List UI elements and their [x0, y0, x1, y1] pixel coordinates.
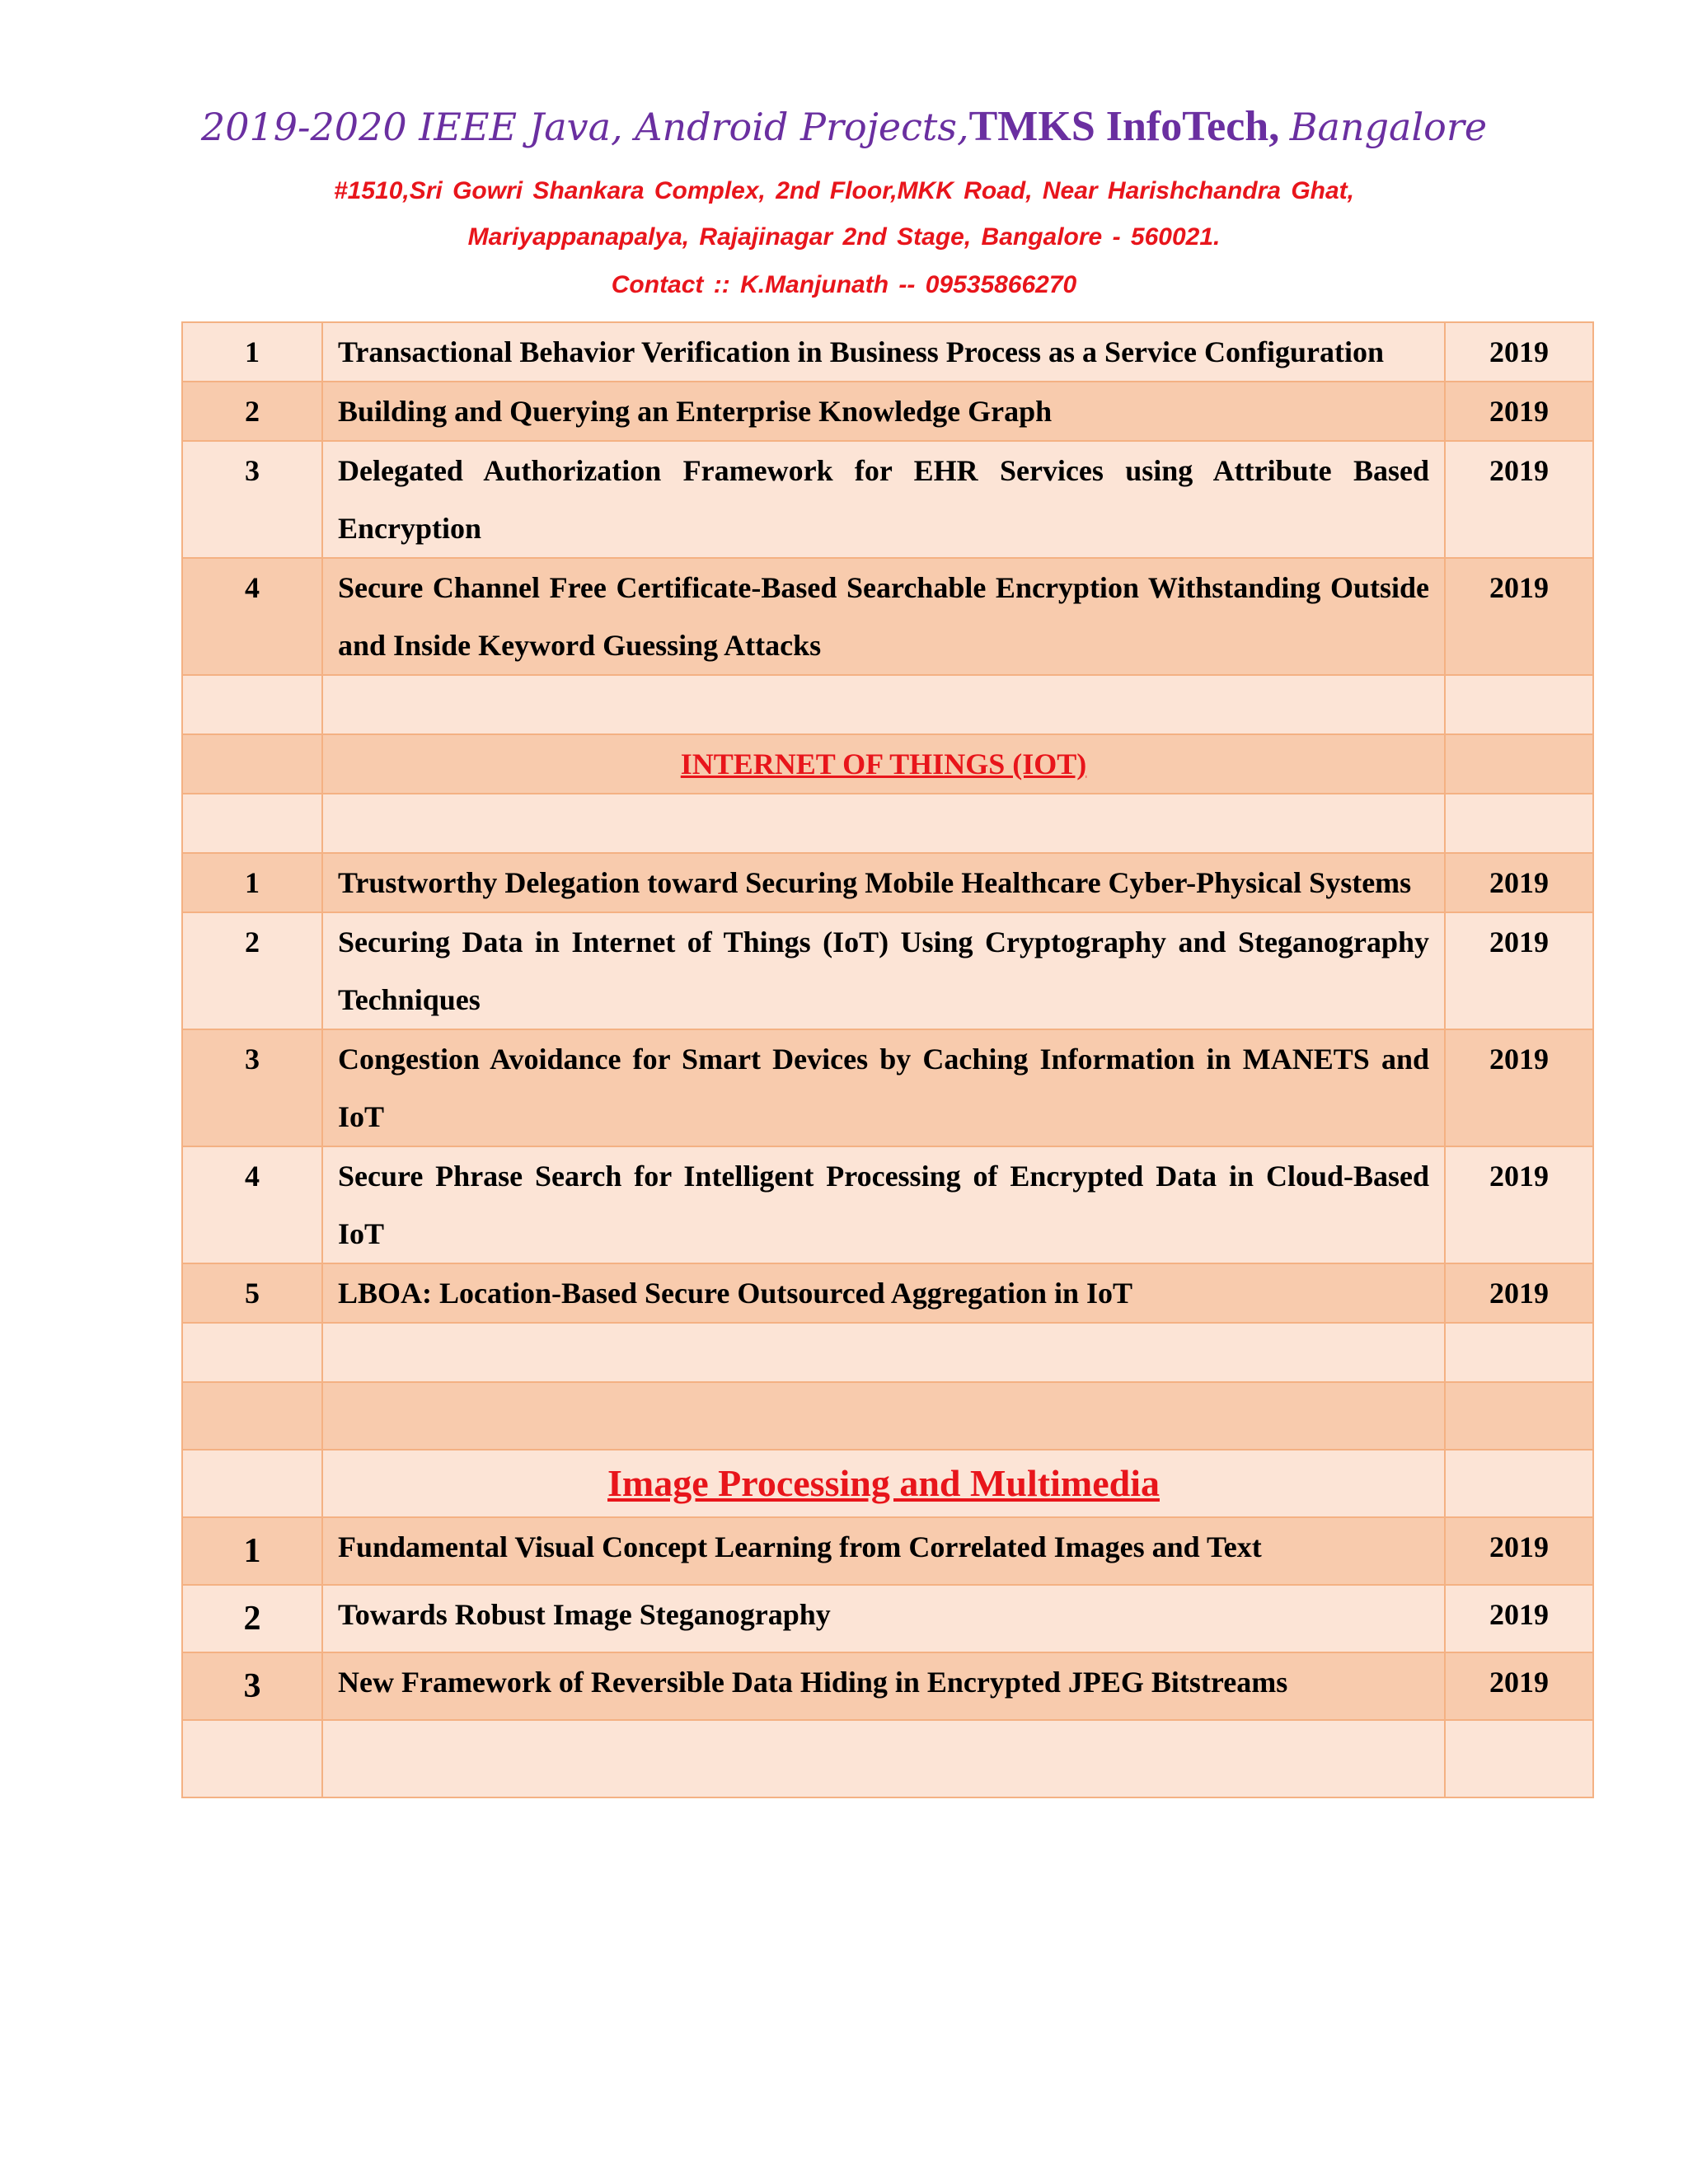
project-year: 2019 — [1445, 912, 1593, 1029]
row-number: 1 — [182, 322, 322, 382]
table-row — [182, 322, 1593, 382]
project-year: 2019 — [1445, 1263, 1593, 1323]
contact-line: Contact :: K.Manjunath -- 09535866270 — [611, 271, 1077, 298]
project-year: 2019 — [1445, 1585, 1593, 1652]
project-year: 2019 — [1445, 1517, 1593, 1585]
section-heading-iot: INTERNET OF THINGS (IOT) — [322, 734, 1445, 794]
project-title: Congestion Avoidance for Smart Devices by Caching Information in MANETS and IoT — [322, 1029, 1445, 1146]
row-number: 1 — [182, 853, 322, 912]
project-year: 2019 — [1445, 1029, 1593, 1146]
page-title — [0, 97, 1688, 156]
project-year: 2019 — [1445, 853, 1593, 912]
title-part-1: 2019-2020 IEEE Java, Android Projects, — [200, 105, 969, 149]
section-heading-row — [182, 1450, 1593, 1517]
blank-row — [182, 794, 1593, 853]
projects-table — [181, 321, 1594, 1798]
table-row — [182, 558, 1593, 675]
table-row — [182, 441, 1593, 558]
project-title: Fundamental Visual Concept Learning from Correlated Images and Text — [322, 1517, 1445, 1585]
table-row — [182, 853, 1593, 912]
project-year: 2019 — [1445, 322, 1593, 382]
project-year: 2019 — [1445, 558, 1593, 675]
address-line-1: #1510,Sri Gowri Shankara Complex, 2nd Floor,MKK Road, Near Harishchandra Ghat, — [333, 177, 1354, 204]
table-row — [182, 382, 1593, 441]
project-year: 2019 — [1445, 441, 1593, 558]
project-title: Delegated Authorization Framework for EHR Services using Attribute Based Encryption — [322, 441, 1445, 558]
section-heading-row — [182, 734, 1593, 794]
address-line-2: Mariyappanapalya, Rajajinagar 2nd Stage, Bangalore - 560021. — [467, 223, 1221, 251]
row-number: 3 — [182, 1652, 322, 1720]
project-title: Securing Data in Internet of Things (IoT) Using Cryptography and Steganography Techniques — [322, 912, 1445, 1029]
project-year: 2019 — [1445, 1652, 1593, 1720]
title-company: TMKS InfoTech, — [968, 103, 1280, 150]
project-title: LBOA: Location-Based Secure Outsourced Aggregation in IoT — [322, 1263, 1445, 1323]
project-year: 2019 — [1445, 1146, 1593, 1263]
blank-row — [182, 1323, 1593, 1382]
project-title: Transactional Behavior Verification in Business Process as a Service Configuration — [322, 322, 1445, 382]
table-row — [182, 1263, 1593, 1323]
row-number: 1 — [182, 1517, 322, 1585]
table-row — [182, 1585, 1593, 1652]
blank-row — [182, 1382, 1593, 1450]
table-row — [182, 1517, 1593, 1585]
table-row — [182, 1652, 1593, 1720]
row-number: 2 — [182, 382, 322, 441]
blank-row — [182, 675, 1593, 734]
row-number: 2 — [182, 912, 322, 1029]
row-number: 3 — [182, 1029, 322, 1146]
table-row — [182, 912, 1593, 1029]
row-number: 4 — [182, 1146, 322, 1263]
project-title: Trustworthy Delegation toward Securing Mobile Healthcare Cyber-Physical Systems — [322, 853, 1445, 912]
table-row — [182, 1029, 1593, 1146]
project-title: Towards Robust Image Steganography — [322, 1585, 1445, 1652]
project-title: Secure Phrase Search for Intelligent Processing of Encrypted Data in Cloud-Based IoT — [322, 1146, 1445, 1263]
table-row — [182, 1146, 1593, 1263]
project-year: 2019 — [1445, 382, 1593, 441]
blank-row — [182, 1720, 1593, 1797]
section-heading-image-processing: Image Processing and Multimedia — [322, 1450, 1445, 1517]
title-city: Bangalore — [1289, 105, 1488, 149]
project-title: Building and Querying an Enterprise Knowledge Graph — [322, 382, 1445, 441]
row-number: 5 — [182, 1263, 322, 1323]
row-number: 4 — [182, 558, 322, 675]
project-title: New Framework of Reversible Data Hiding in Encrypted JPEG Bitstreams — [322, 1652, 1445, 1720]
project-title: Secure Channel Free Certificate-Based Searchable Encryption Withstanding Outside and Inside Keyword Guessing Attacks — [322, 558, 1445, 675]
row-number: 2 — [182, 1585, 322, 1652]
row-number: 3 — [182, 441, 322, 558]
